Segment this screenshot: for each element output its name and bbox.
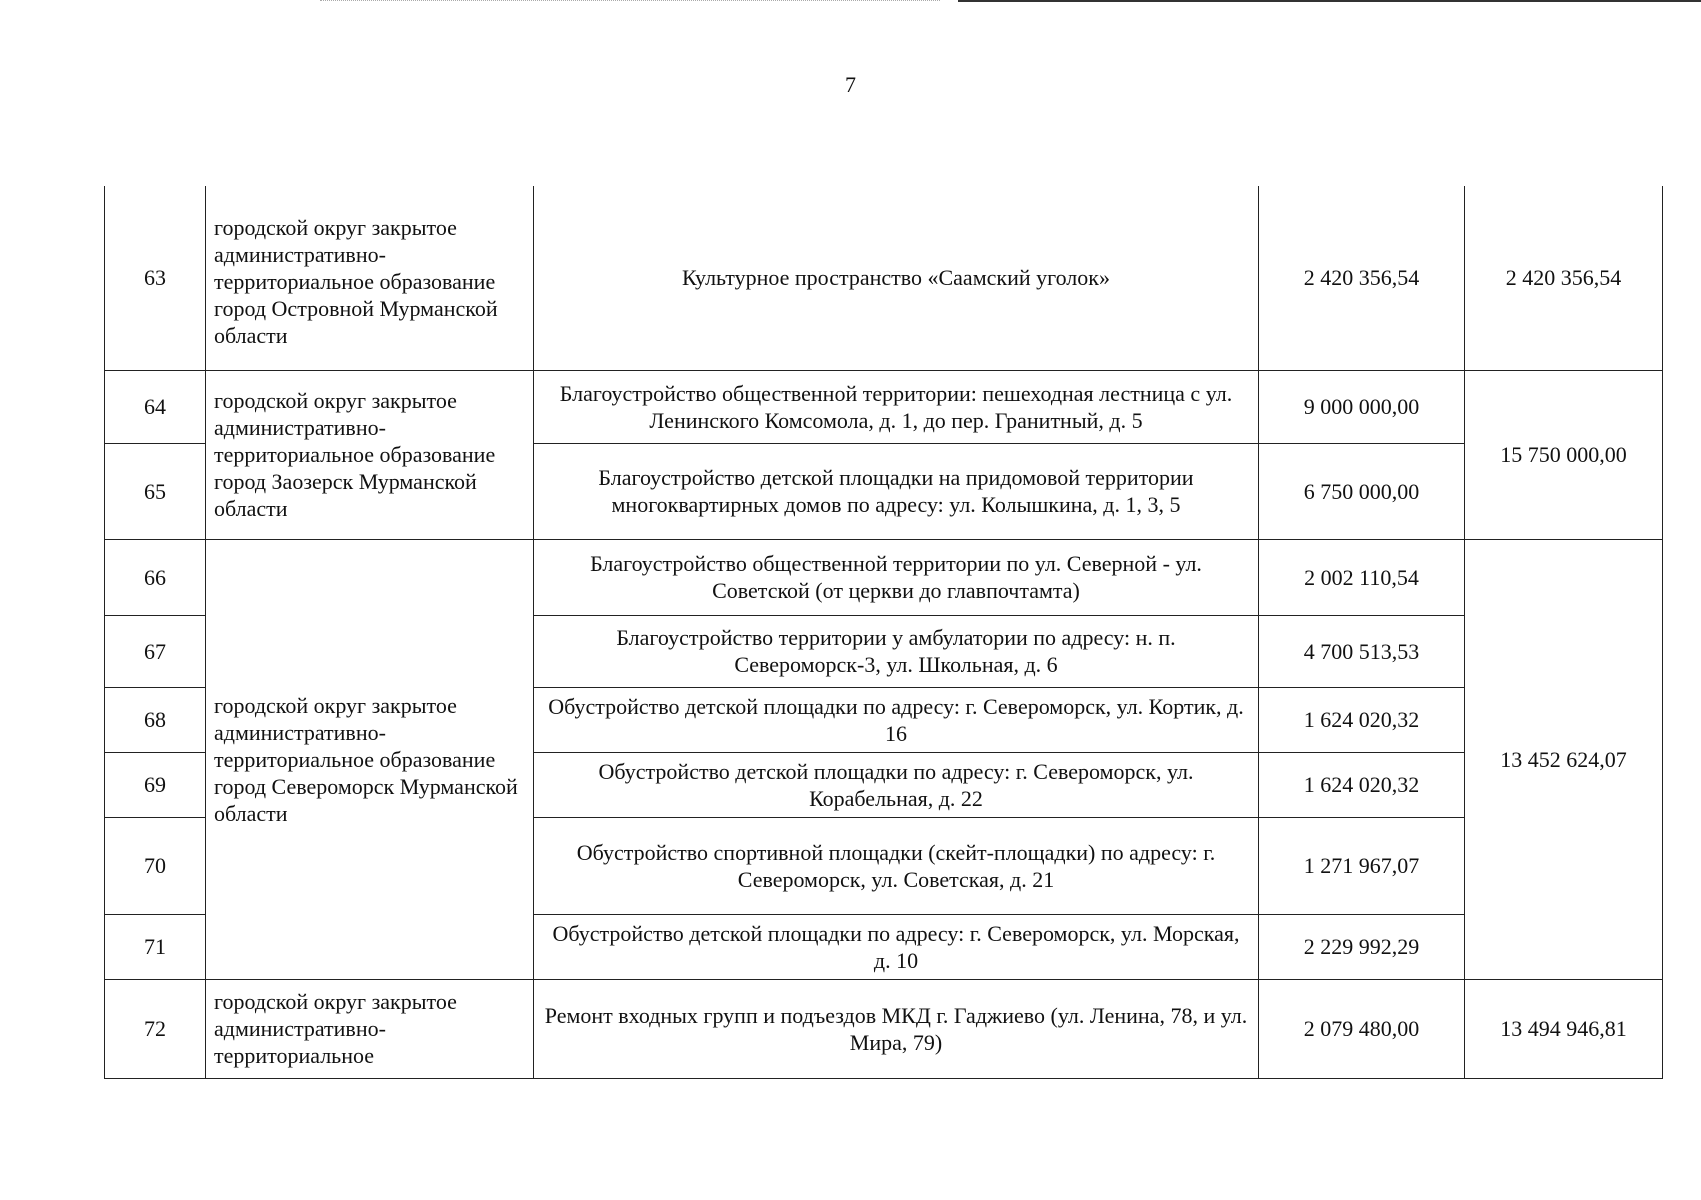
group-total-cell: 2 420 356,54 xyxy=(1465,186,1663,370)
amount-cell: 9 000 000,00 xyxy=(1259,370,1465,443)
table-row xyxy=(105,539,1663,615)
amount-cell: 6 750 000,00 xyxy=(1259,443,1465,539)
table-row xyxy=(105,979,1663,1078)
project-cell: Благоустройство детской площадки на придомовой территории многоквартирных домов по адресу: ул. Колышкина, д. 1, 3, 5 xyxy=(534,443,1259,539)
row-number: 72 xyxy=(105,979,206,1078)
row-number: 65 xyxy=(105,443,206,539)
project-cell: Обустройство детской площадки по адресу: г. Североморск, ул. Кортик, д. 16 xyxy=(534,687,1259,752)
amount-cell: 2 420 356,54 xyxy=(1259,186,1465,370)
project-cell: Благоустройство территории у амбулатории по адресу: н. п. Североморск-3, ул. Школьная, д. 6 xyxy=(534,615,1259,687)
project-cell: Культурное пространство «Саамский уголок» xyxy=(534,186,1259,370)
row-number: 69 xyxy=(105,752,206,817)
project-cell: Благоустройство общественной территории по ул. Северной - ул. Советской (от церкви до главпочтамта) xyxy=(534,539,1259,615)
municipality-cell: городской округ закрытое административно-территориальное образование город Островной Мурманской области xyxy=(206,186,534,370)
project-cell: Обустройство детской площадки по адресу: г. Североморск, ул. Морская, д. 10 xyxy=(534,914,1259,979)
amount-cell: 1 271 967,07 xyxy=(1259,817,1465,914)
table-row xyxy=(105,370,1663,443)
group-total-cell: 13 494 946,81 xyxy=(1465,979,1663,1078)
top-edge-rule xyxy=(958,0,1701,2)
amount-cell: 1 624 020,32 xyxy=(1259,752,1465,817)
amount-cell: 2 002 110,54 xyxy=(1259,539,1465,615)
amount-cell: 2 079 480,00 xyxy=(1259,979,1465,1078)
project-cell: Обустройство детской площадки по адресу: г. Североморск, ул. Корабельная, д. 22 xyxy=(534,752,1259,817)
amount-cell: 4 700 513,53 xyxy=(1259,615,1465,687)
municipality-cell: городской округ закрытое административно-территориальное образование город Североморск Мурманской области xyxy=(206,539,534,979)
row-number: 64 xyxy=(105,370,206,443)
group-total-cell: 13 452 624,07 xyxy=(1465,539,1663,979)
project-cell: Ремонт входных групп и подъездов МКД г. Гаджиево (ул. Ленина, 78, и ул. Мира, 79) xyxy=(534,979,1259,1078)
table-row xyxy=(105,186,1663,370)
row-number: 63 xyxy=(105,186,206,370)
top-edge-faint-rule xyxy=(320,0,940,1)
row-number: 70 xyxy=(105,817,206,914)
row-number: 66 xyxy=(105,539,206,615)
municipality-cell: городской округ закрытое административно-территориальное образование город Заозерск Мурманской области xyxy=(206,370,534,539)
group-total-cell: 15 750 000,00 xyxy=(1465,370,1663,539)
row-number: 68 xyxy=(105,687,206,752)
project-cell: Обустройство спортивной площадки (скейт-площадки) по адресу: г. Североморск, ул. Советская, д. 21 xyxy=(534,817,1259,914)
project-cell: Благоустройство общественной территории: пешеходная лестница с ул. Ленинского Комсомола, д. 1, до пер. Гранитный, д. 5 xyxy=(534,370,1259,443)
page-number: 7 xyxy=(845,72,856,97)
municipality-cell: городской округ закрытое административно-территориальное xyxy=(206,979,534,1078)
amount-cell: 2 229 992,29 xyxy=(1259,914,1465,979)
funding-table xyxy=(104,186,1663,1079)
amount-cell: 1 624 020,32 xyxy=(1259,687,1465,752)
row-number: 71 xyxy=(105,914,206,979)
row-number: 67 xyxy=(105,615,206,687)
